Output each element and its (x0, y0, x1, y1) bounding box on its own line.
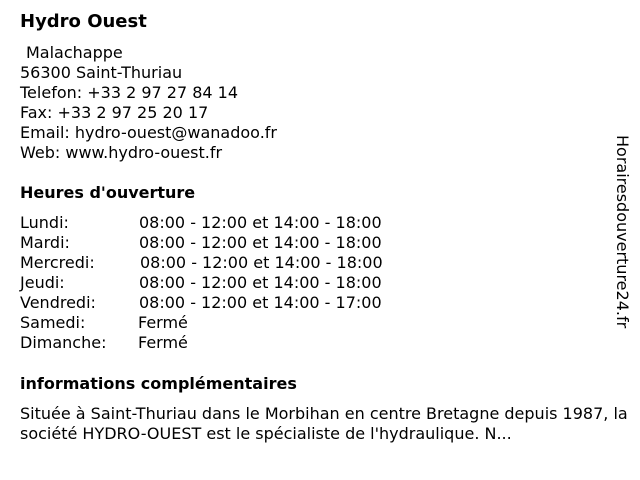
hours-day: Mardi: (20, 233, 70, 252)
hours-time: Fermé (138, 333, 188, 352)
hours-time: 08:00 - 12:00 et 14:00 - 17:00 (139, 293, 382, 312)
postal-city-line: 56300 Saint-Thuriau (20, 63, 183, 82)
hours-heading: Heures d'ouverture (20, 183, 196, 202)
business-name: Hydro Ouest (20, 11, 147, 32)
hours-time: 08:00 - 12:00 et 14:00 - 18:00 (139, 273, 382, 292)
street-line: Malachappe (26, 43, 123, 62)
hours-day: Dimanche: (20, 333, 107, 352)
info-description: Située à Saint-Thuriau dans le Morbihan en centre Bretagne depuis 1987, la société HYDRO-OUEST est le spécialiste de l'hydraulique. N... (20, 404, 628, 443)
hours-day: Samedi: (20, 313, 86, 332)
info-heading: informations complémentaires (20, 374, 297, 393)
hours-time: 08:00 - 12:00 et 14:00 - 18:00 (139, 233, 382, 252)
hours-day: Vendredi: (20, 293, 96, 312)
watermark-text: Horairesdouverture24.fr (613, 135, 632, 329)
contact-block (20, 43, 277, 163)
hours-time: Fermé (138, 313, 188, 332)
watermark (612, 135, 632, 345)
fax-line: Fax: +33 2 97 25 20 17 (20, 103, 209, 122)
email-line: Email: hydro-ouest@wanadoo.fr (20, 123, 277, 142)
hours-day: Mercredi: (20, 253, 95, 272)
web-line: Web: www.hydro-ouest.fr (20, 143, 223, 162)
hours-time: 08:00 - 12:00 et 14:00 - 18:00 (140, 253, 383, 272)
hours-time: 08:00 - 12:00 et 14:00 - 18:00 (139, 213, 382, 232)
hours-day: Lundi: (20, 213, 69, 232)
phone-line: Telefon: +33 2 97 27 84 14 (20, 83, 239, 102)
hours-day: Jeudi: (20, 273, 65, 292)
